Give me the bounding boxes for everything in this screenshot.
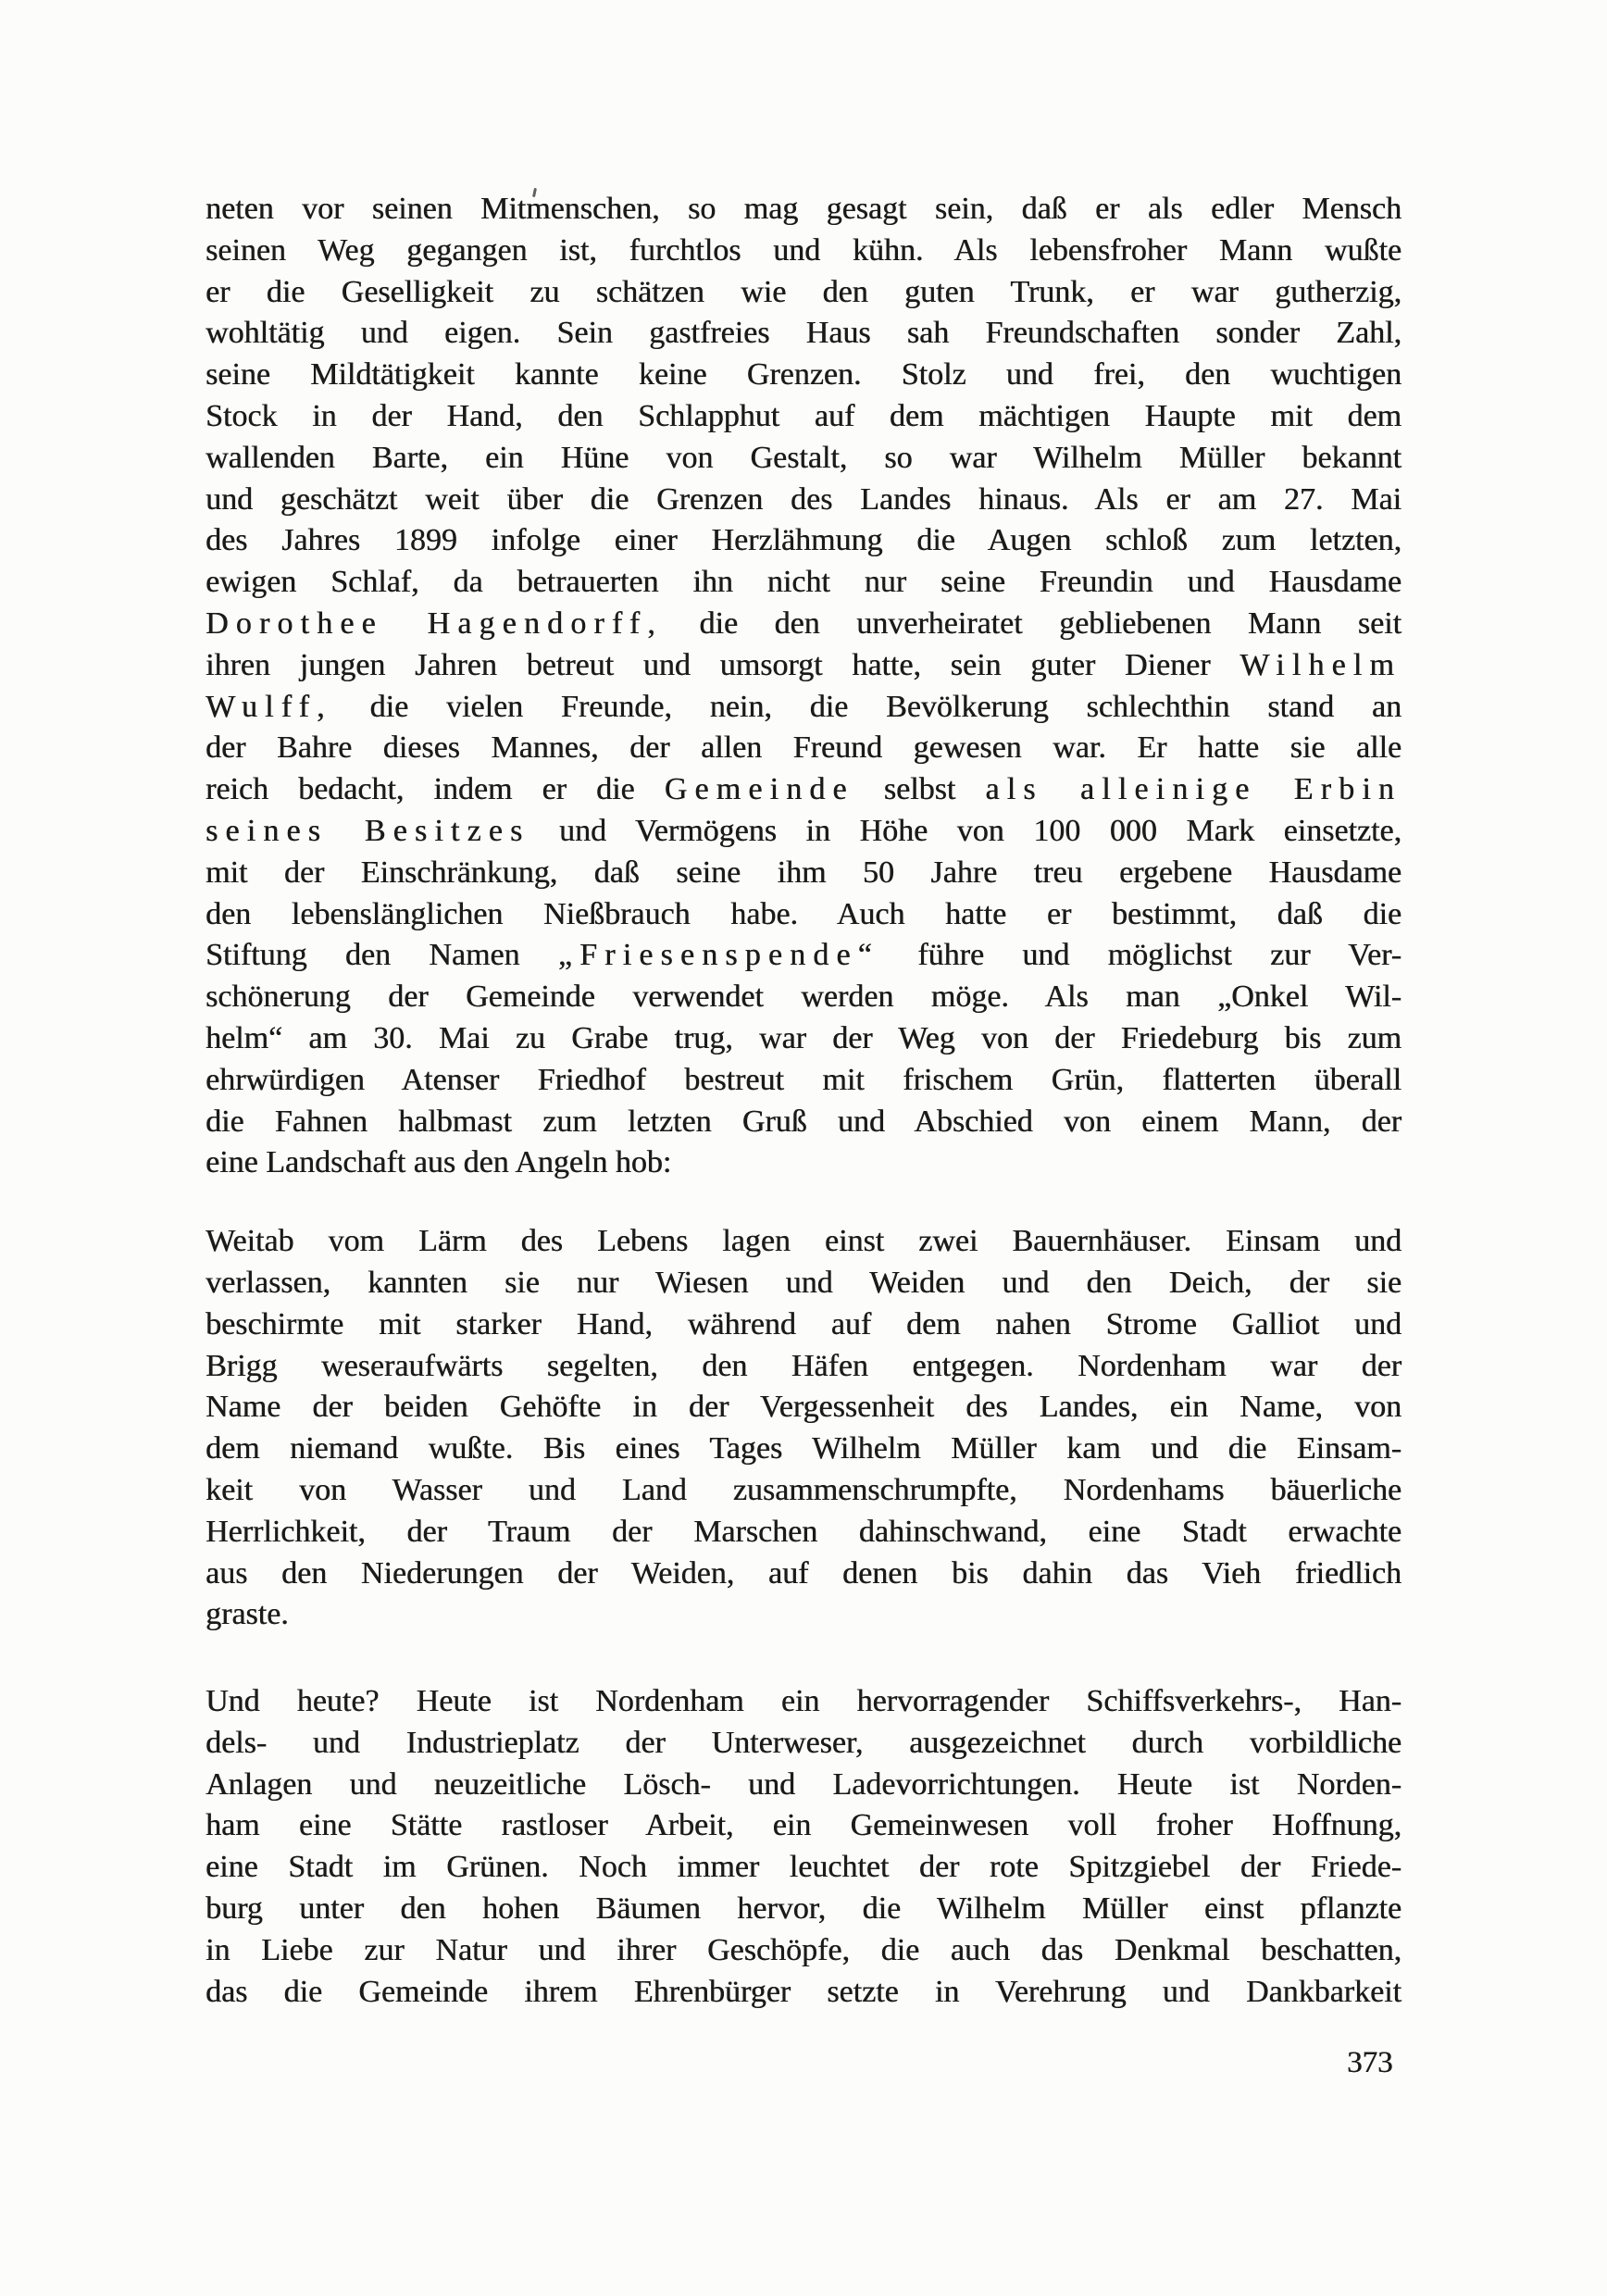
text-line: mit der Einschränkung, daß seine ihm 50 Jahre treu ergebene Hausdame [206, 855, 1401, 890]
paragraph-2 [206, 1221, 1401, 1636]
text-line: eine Stadt im Grünen. Noch immer leuchtet der rote Spitzgiebel der Friede- [206, 1850, 1401, 1885]
text-line: ewigen Schlaf, da betrauerten ihn nicht nur seine Freundin und Hausdame [206, 565, 1401, 600]
text-line: seinen Weg gegangen ist, furchtlos und kühn. Als lebensfroher Mann wußte [206, 232, 1401, 268]
text-line: neten vor seinen Mitmenschen, so mag gesagt sein, daß er als edler Mensch [206, 192, 1401, 226]
text-line: und geschätzt weit über die Grenzen des Landes hinaus. Als er am 27. Mai [206, 481, 1401, 517]
text-line: Brigg weseraufwärts segelten, den Häfen entgegen. Nordenham war der [206, 1348, 1401, 1383]
page-number: 373 [1347, 2046, 1393, 2079]
text-line: die Fahnen halbmast zum letzten Gruß und Abschied von einem Mann, der [206, 1104, 1401, 1139]
paragraph-3 [206, 1681, 1401, 2013]
text-line: burg unter den hohen Bäumen hervor, die Wilhelm Müller einst pflanzte [206, 1891, 1401, 1927]
text-line: helm“ am 30. Mai zu Grabe trug, war der Weg von der Friedeburg bis zum [206, 1020, 1401, 1055]
text-line: den lebenslänglichen Nießbrauch habe. Auch hatte er bestimmt, daß die [206, 896, 1401, 931]
text-line: der Bahre dieses Mannes, der allen Freund gewesen war. Er hatte sie alle [206, 730, 1401, 766]
text-line: Anlagen und neuzeitliche Lösch- und Ladevorrichtungen. Heute ist Norden- [206, 1766, 1401, 1802]
text-line: dels- und Industrieplatz der Unterweser, ausgezeichnet durch vorbildliche [206, 1725, 1401, 1760]
text-line: keit von Wasser und Land zusammenschrumpfte, Nordenhams bäuerliche [206, 1472, 1401, 1507]
text-line: dem niemand wußte. Bis eines Tages Wilhelm Müller kam und die Einsam- [206, 1431, 1401, 1466]
text-line: graste. [206, 1597, 289, 1632]
text-line: Weitab vom Lärm des Lebens lagen einst zwei Bauernhäuser. Einsam und [206, 1224, 1401, 1259]
page-text [206, 189, 1401, 2013]
text-line: er die Geselligkeit zu schätzen wie den guten Trunk, er war gutherzig, [206, 274, 1401, 309]
text-line: wohltätig und eigen. Sein gastfreies Haus sah Freundschaften sonder Zahl, [206, 316, 1401, 351]
text-line: Wulff, die vielen Freunde, nein, die Bevölkerung schlechthin stand an [206, 689, 1401, 724]
text-line: seines Besitzes und Vermögens in Höhe von 100 000 Mark einsetzte, [206, 813, 1402, 848]
text-line: verlassen, kannten sie nur Wiesen und Weiden und den Deich, der sie [206, 1265, 1401, 1300]
text-line: reich bedacht, indem er die Gemeinde selbst als alleinige Erbin [206, 772, 1402, 807]
text-line: ihren jungen Jahren betreut und umsorgt hatte, sein guter Diener Wilhelm [206, 647, 1401, 682]
text-line: seine Mildtätigkeit kannte keine Grenzen. Stolz und frei, den wuchtigen [206, 357, 1401, 393]
text-line: des Jahres 1899 infolge einer Herzlähmung die Augen schloß zum letzten, [206, 523, 1401, 558]
text-line: Stock in der Hand, den Schlapphut auf dem mächtigen Haupte mit dem [206, 398, 1401, 433]
text-line: in Liebe zur Natur und ihrer Geschöpfe, die auch das Denkmal beschatten, [206, 1932, 1401, 1967]
text-line: eine Landschaft aus den Angeln hob: [206, 1145, 672, 1180]
text-line: ehrwürdigen Atenser Friedhof bestreut mit frischem Grün, flatterten überall [206, 1062, 1401, 1097]
text-line: ham eine Stätte rastloser Arbeit, ein Gemeinwesen voll froher Hoffnung, [206, 1808, 1401, 1843]
text-line: Und heute? Heute ist Nordenham ein hervorragender Schiffsverkehrs-, Han- [206, 1684, 1401, 1719]
text-line: Name der beiden Gehöfte in der Vergessenheit des Landes, ein Name, von [206, 1390, 1401, 1425]
text-line: wallenden Barte, ein Hüne von Gestalt, so war Wilhelm Müller bekannt [206, 440, 1401, 475]
text-line: schönerung der Gemeinde verwendet werden möge. Als man „Onkel Wil- [206, 980, 1401, 1015]
text-line: aus den Niederungen der Weiden, auf denen bis dahin das Vieh friedlich [206, 1555, 1401, 1591]
text-line: Stiftung den Namen „Friesenspende“ führe und möglichst zur Ver- [206, 938, 1401, 973]
text-line: beschirmte mit starker Hand, während auf dem nahen Strome Galliot und [206, 1306, 1401, 1341]
text-line: Dorothee Hagendorff, die den unverheiratet gebliebenen Mann seit [206, 605, 1401, 641]
paragraph-1 [206, 189, 1401, 1184]
text-line: das die Gemeinde ihrem Ehrenbürger setzte in Verehrung und Dankbarkeit [206, 1974, 1401, 2009]
text-line: Herrlichkeit, der Traum der Marschen dahinschwand, eine Stadt erwachte [206, 1514, 1401, 1549]
